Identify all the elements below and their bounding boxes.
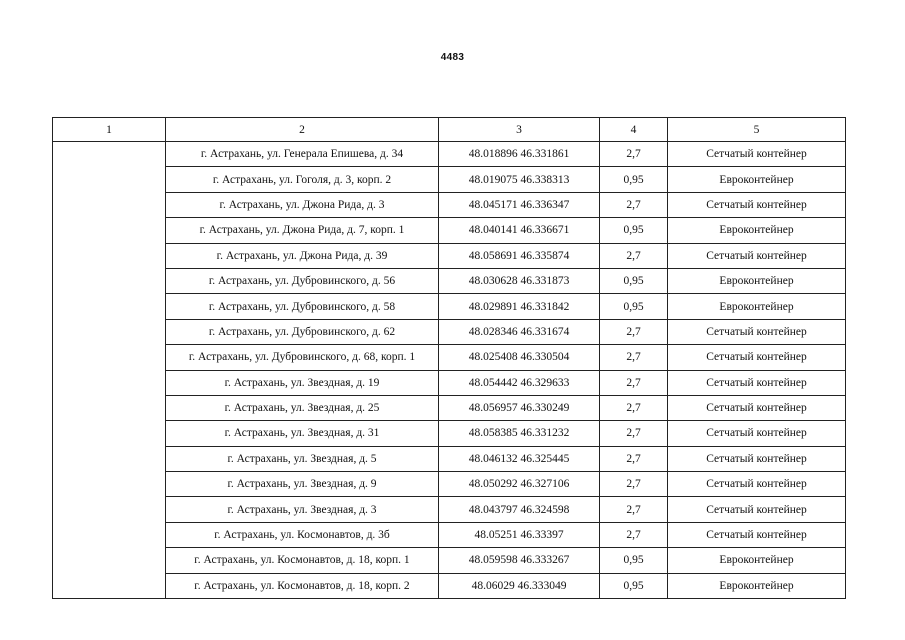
table-row [53,395,846,420]
header-col-2: 2 [166,118,439,142]
cell-container-type: Сетчатый контейнер [668,446,846,471]
table-row [53,573,846,598]
cell-address: г. Астрахань, ул. Джона Рида, д. 39 [166,243,439,268]
cell-volume: 0,95 [600,294,668,319]
cell-volume: 2,7 [600,192,668,217]
cell-volume: 2,7 [600,497,668,522]
cell-container-type: Сетчатый контейнер [668,345,846,370]
cell-address: г. Астрахань, ул. Дубровинского, д. 68, корп. 1 [166,345,439,370]
cell-coordinates: 48.029891 46.331842 [439,294,600,319]
cell-address: г. Астрахань, ул. Звездная, д. 31 [166,421,439,446]
table-row [53,142,846,167]
cell-volume: 2,7 [600,345,668,370]
cell-volume: 2,7 [600,142,668,167]
cell-address: г. Астрахань, ул. Звездная, д. 5 [166,446,439,471]
cell-container-type: Евроконтейнер [668,548,846,573]
cell-coordinates: 48.025408 46.330504 [439,345,600,370]
cell-volume: 0,95 [600,268,668,293]
cell-address: г. Астрахань, ул. Космонавтов, д. 18, корп. 2 [166,573,439,598]
cell-container-type: Сетчатый контейнер [668,370,846,395]
cell-empty [53,446,166,471]
cell-empty [53,142,166,167]
cell-coordinates: 48.06029 46.333049 [439,573,600,598]
table-row [53,294,846,319]
table-row [53,446,846,471]
cell-coordinates: 48.045171 46.336347 [439,192,600,217]
cell-empty [53,294,166,319]
cell-container-type: Сетчатый контейнер [668,142,846,167]
table-row [53,167,846,192]
cell-empty [53,522,166,547]
cell-coordinates: 48.050292 46.327106 [439,472,600,497]
cell-coordinates: 48.059598 46.333267 [439,548,600,573]
cell-coordinates: 48.054442 46.329633 [439,370,600,395]
cell-coordinates: 48.058385 46.331232 [439,421,600,446]
cell-container-type: Евроконтейнер [668,573,846,598]
cell-empty [53,192,166,217]
cell-address: г. Астрахань, ул. Космонавтов, д. 18, корп. 1 [166,548,439,573]
cell-volume: 0,95 [600,218,668,243]
cell-container-type: Сетчатый контейнер [668,497,846,522]
cell-address: г. Астрахань, ул. Дубровинского, д. 58 [166,294,439,319]
header-col-3: 3 [439,118,600,142]
cell-container-type: Сетчатый контейнер [668,192,846,217]
cell-empty [53,395,166,420]
cell-empty [53,472,166,497]
cell-address: г. Астрахань, ул. Звездная, д. 25 [166,395,439,420]
cell-coordinates: 48.018896 46.331861 [439,142,600,167]
cell-coordinates: 48.056957 46.330249 [439,395,600,420]
cell-volume: 2,7 [600,243,668,268]
cell-empty [53,345,166,370]
cell-coordinates: 48.058691 46.335874 [439,243,600,268]
cell-container-type: Сетчатый контейнер [668,319,846,344]
table-container [52,117,845,599]
table-row [53,319,846,344]
cell-address: г. Астрахань, ул. Космонавтов, д. 3б [166,522,439,547]
cell-coordinates: 48.030628 46.331873 [439,268,600,293]
table-row [53,522,846,547]
table-row [53,218,846,243]
cell-coordinates: 48.019075 46.338313 [439,167,600,192]
table-row [53,192,846,217]
cell-address: г. Астрахань, ул. Звездная, д. 9 [166,472,439,497]
cell-volume: 0,95 [600,548,668,573]
cell-coordinates: 48.040141 46.336671 [439,218,600,243]
cell-container-type: Сетчатый контейнер [668,472,846,497]
table-row [53,243,846,268]
cell-empty [53,218,166,243]
cell-volume: 2,7 [600,522,668,547]
cell-empty [53,243,166,268]
table-row [53,268,846,293]
cell-empty [53,268,166,293]
table-body [53,142,846,599]
table-row [53,472,846,497]
table-row [53,421,846,446]
cell-container-type: Евроконтейнер [668,218,846,243]
cell-empty [53,573,166,598]
cell-empty [53,167,166,192]
header-col-4: 4 [600,118,668,142]
cell-coordinates: 48.043797 46.324598 [439,497,600,522]
cell-address: г. Астрахань, ул. Звездная, д. 3 [166,497,439,522]
cell-address: г. Астрахань, ул. Дубровинского, д. 62 [166,319,439,344]
cell-container-type: Сетчатый контейнер [668,243,846,268]
header-col-5: 5 [668,118,846,142]
cell-volume: 2,7 [600,421,668,446]
cell-volume: 2,7 [600,446,668,471]
cell-volume: 2,7 [600,472,668,497]
page-number: 4483 [440,52,465,63]
table-row [53,370,846,395]
header-row [53,118,846,142]
header-col-1: 1 [53,118,166,142]
cell-volume: 2,7 [600,319,668,344]
cell-empty [53,421,166,446]
cell-container-type: Евроконтейнер [668,268,846,293]
cell-empty [53,497,166,522]
cell-coordinates: 48.046132 46.325445 [439,446,600,471]
cell-address: г. Астрахань, ул. Генерала Епишева, д. 34 [166,142,439,167]
cell-container-type: Сетчатый контейнер [668,395,846,420]
cell-container-type: Евроконтейнер [668,167,846,192]
cell-coordinates: 48.028346 46.331674 [439,319,600,344]
container-sites-table [52,117,846,599]
cell-address: г. Астрахань, ул. Гоголя, д. 3, корп. 2 [166,167,439,192]
cell-address: г. Астрахань, ул. Звездная, д. 19 [166,370,439,395]
cell-container-type: Сетчатый контейнер [668,421,846,446]
cell-address: г. Астрахань, ул. Джона Рида, д. 7, корп. 1 [166,218,439,243]
cell-volume: 0,95 [600,573,668,598]
cell-volume: 2,7 [600,395,668,420]
cell-empty [53,548,166,573]
cell-volume: 0,95 [600,167,668,192]
cell-container-type: Евроконтейнер [668,294,846,319]
table-row [53,345,846,370]
table-row [53,497,846,522]
cell-empty [53,319,166,344]
cell-address: г. Астрахань, ул. Джона Рида, д. 3 [166,192,439,217]
cell-empty [53,370,166,395]
cell-coordinates: 48.05251 46.33397 [439,522,600,547]
table-row [53,548,846,573]
cell-volume: 2,7 [600,370,668,395]
cell-address: г. Астрахань, ул. Дубровинского, д. 56 [166,268,439,293]
cell-container-type: Сетчатый контейнер [668,522,846,547]
